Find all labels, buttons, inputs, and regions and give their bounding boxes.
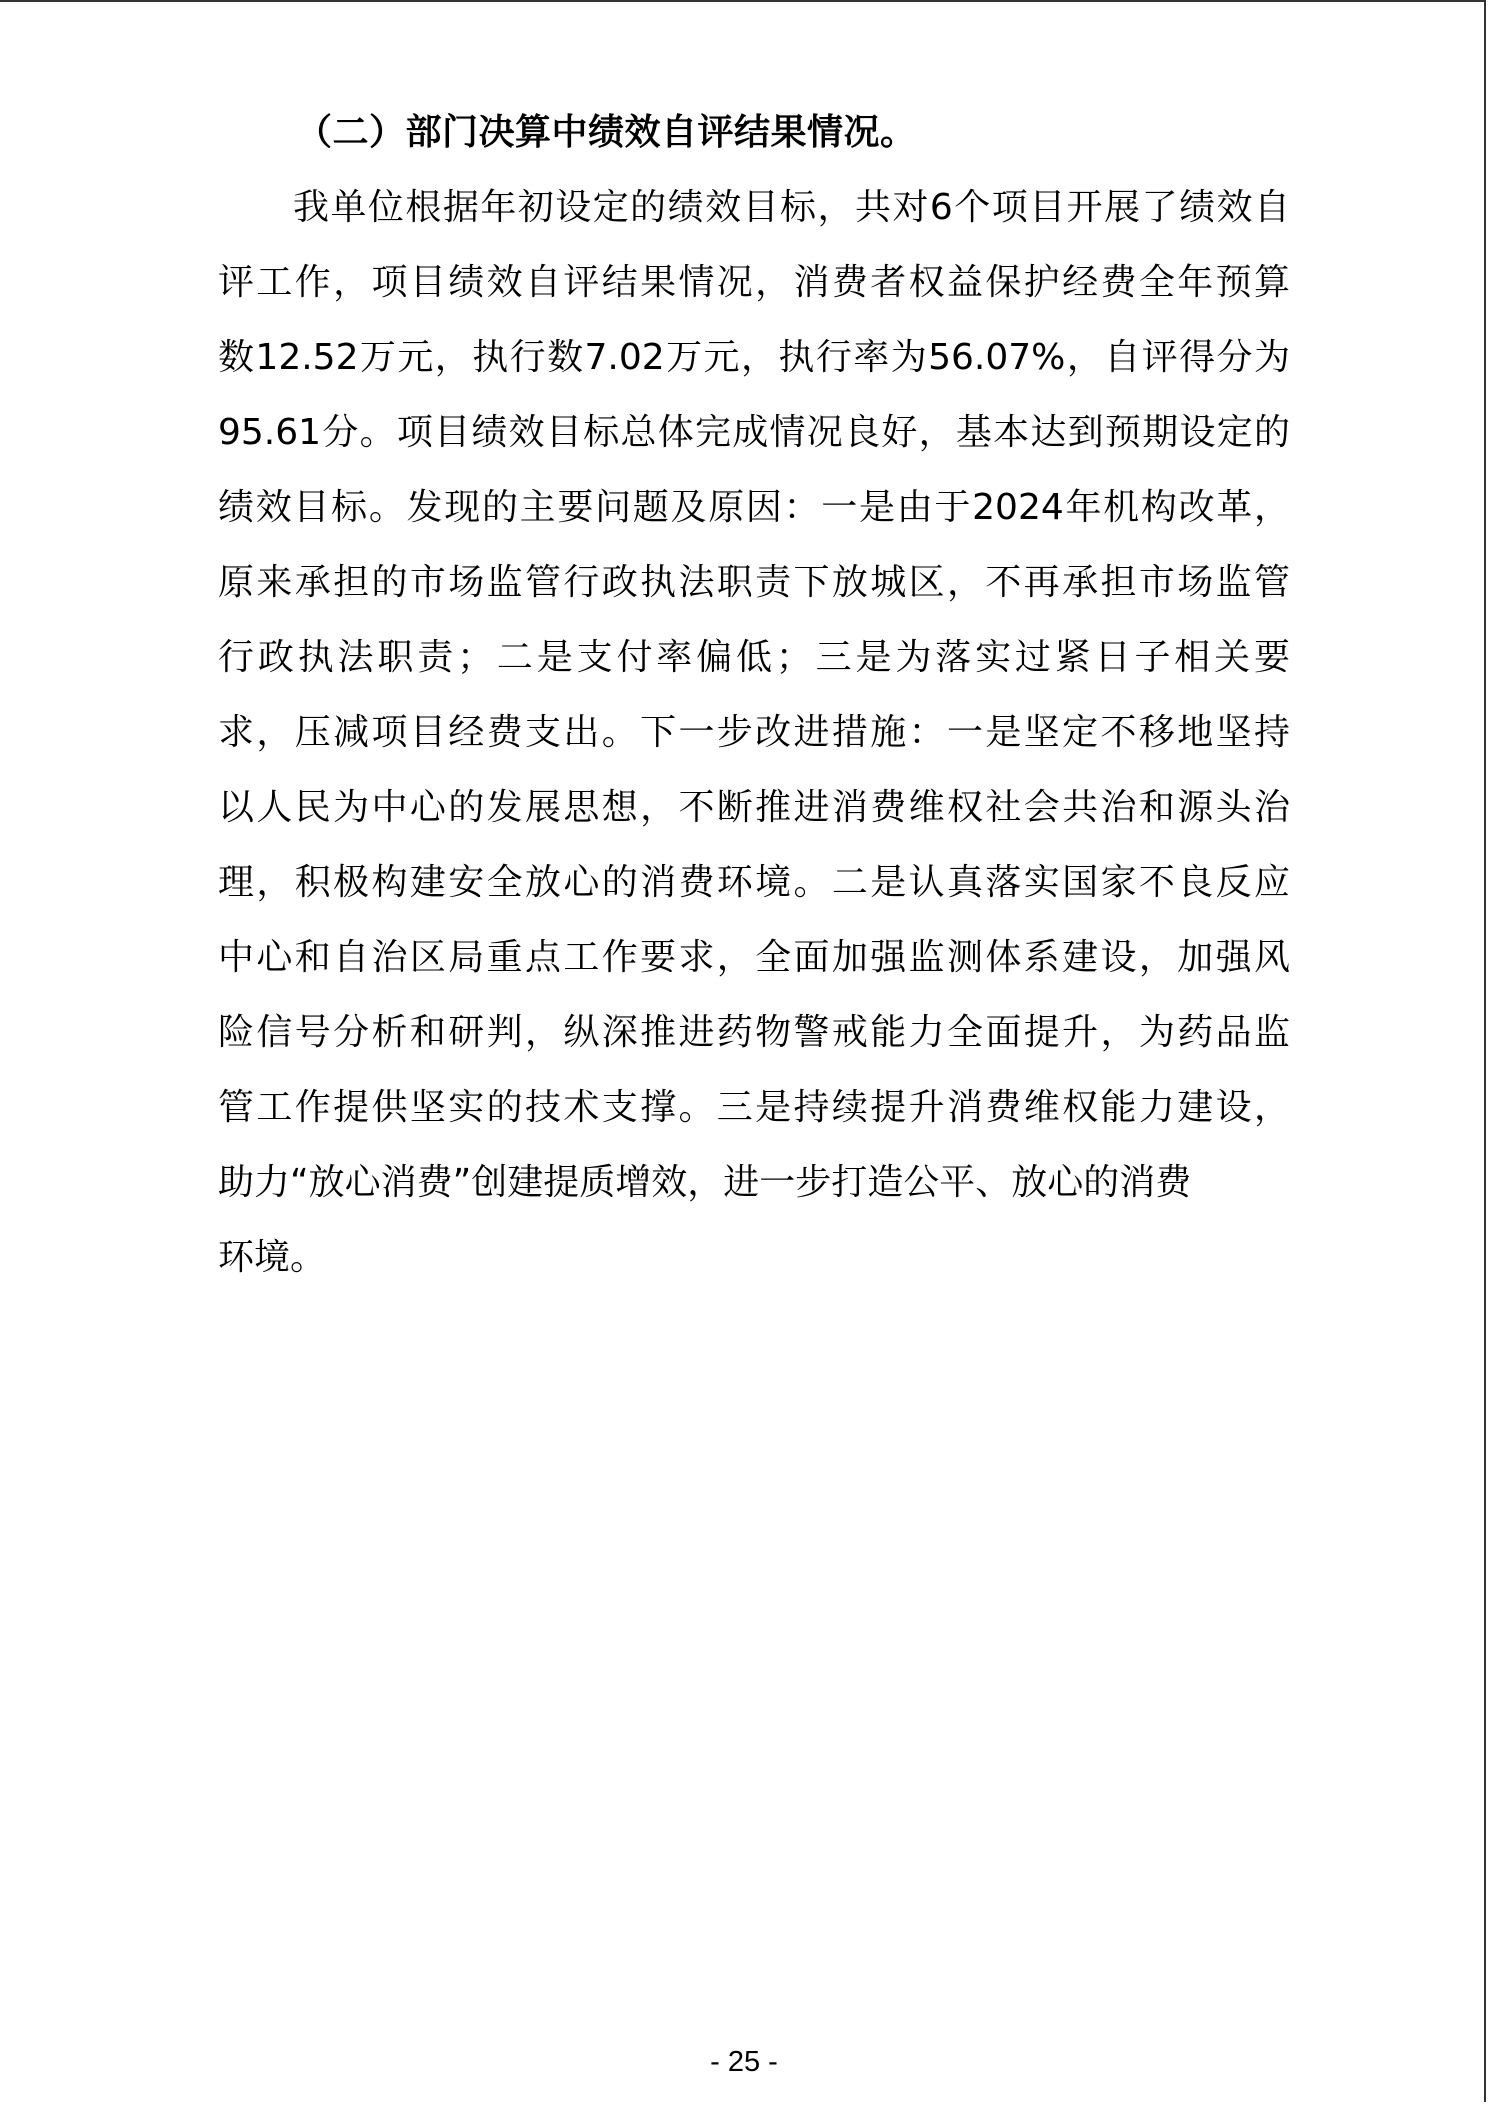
page-number: - 25 - [710,2046,778,2078]
paragraph-line: 以人民为中心的发展思想，不断推进消费维权社会共治和源头治 [218,787,1290,828]
paragraph-line: 理，积极构建安全放心的消费环境。二是认真落实国家不良反应 [218,862,1290,903]
paragraph [218,170,1290,1295]
paragraph-line: 险信号分析和研判，纵深推进药物警戒能力全面提升，为药品监 [218,1012,1290,1053]
paragraph-line: 我单位根据年初设定的绩效目标，共对6个项目开展了绩效自 [293,187,1290,228]
paragraph-line: 中心和自治区局重点工作要求，全面加强监测体系建设，加强风 [218,937,1290,978]
paragraph-line: 助力“放心消费”创建提质增效，进一步打造公平、放心的消费 [218,1162,1192,1203]
paragraph-line: 求，压减项目经费支出。下一步改进措施：一是坚定不移地坚持 [218,712,1290,753]
paragraph-line: 数12.52万元，执行数7.02万元，执行率为56.07%，自评得分为 [218,337,1290,378]
paragraph-line: 95.61分。项目绩效目标总体完成情况良好，基本达到预期设定的 [218,412,1290,453]
section-heading: （二）部门决算中绩效自评结果情况。 [296,112,917,153]
paragraph-line: 原来承担的市场监管行政执法职责下放城区，不再承担市场监管 [218,562,1290,603]
paragraph-line: 评工作，项目绩效自评结果情况，消费者权益保护经费全年预算 [218,262,1290,303]
paragraph-line: 环境。 [218,1237,327,1278]
document-body [218,95,1290,1295]
paragraph-line: 行政执法职责；二是支付率偏低；三是为落实过紧日子相关要 [218,637,1290,678]
paragraph-line: 管工作提供坚实的技术支撑。三是持续提升消费维权能力建设， [218,1087,1290,1128]
paragraph-line: 绩效目标。发现的主要问题及原因：一是由于2024年机构改革， [218,487,1290,528]
